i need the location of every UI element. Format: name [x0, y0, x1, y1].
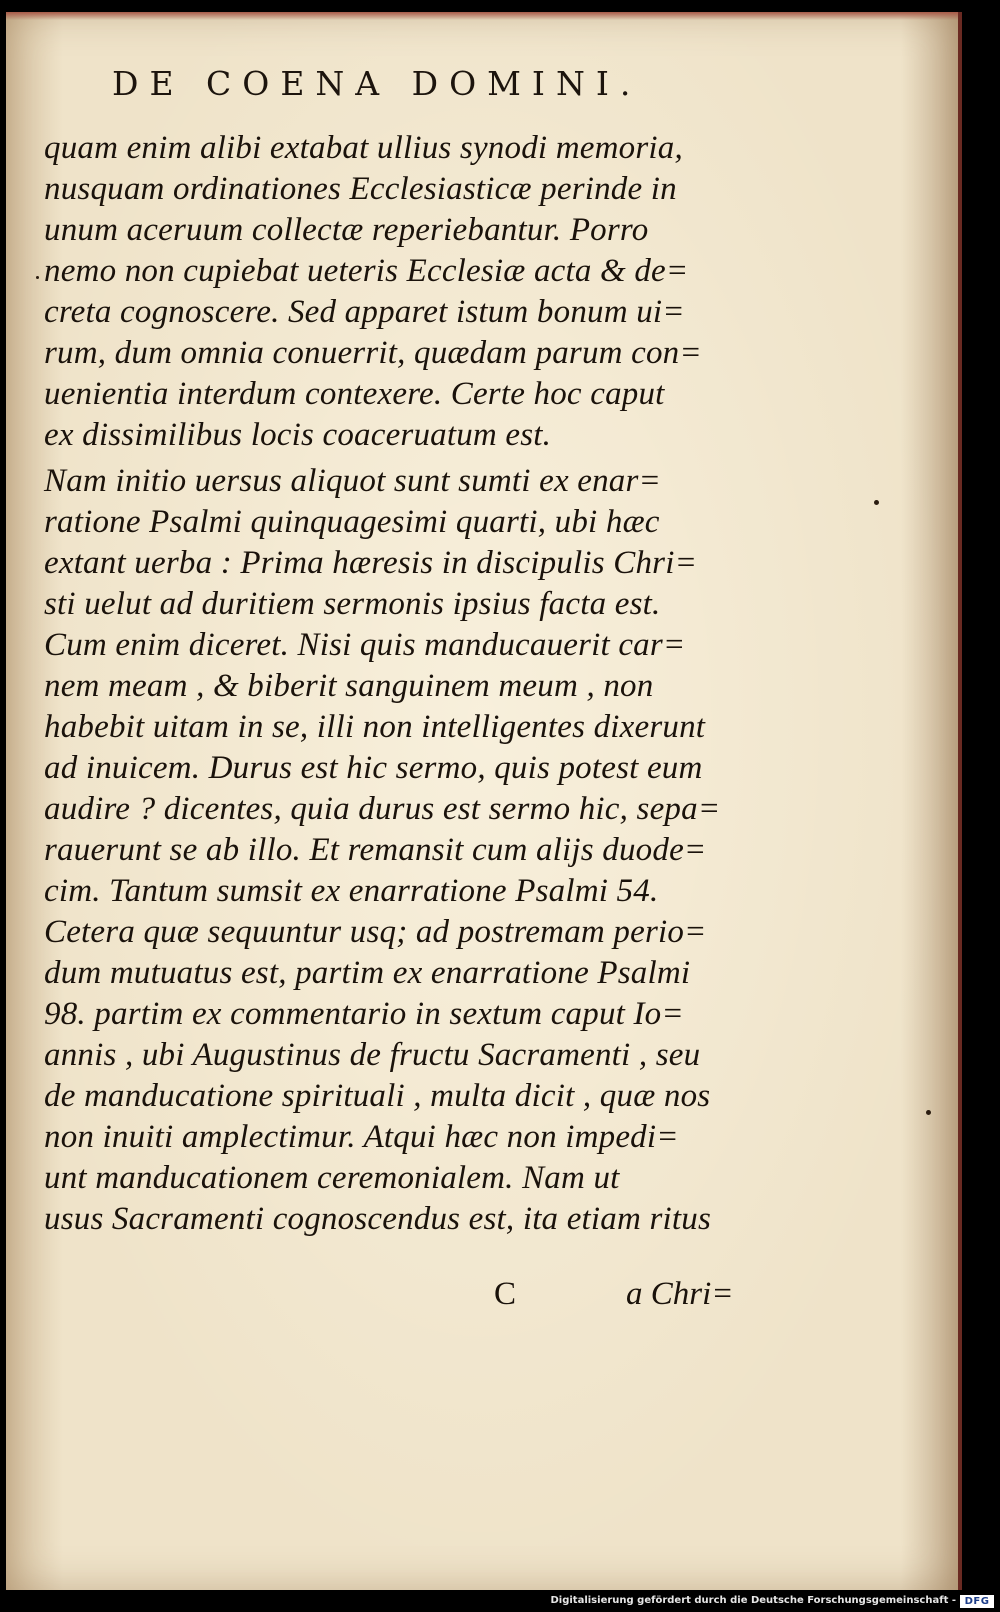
- text-line: extant uerba : Prima hæresis in discipulis Chri=: [44, 545, 698, 581]
- text-line: cim. Tantum sumsit ex enarratione Psalmi 54.: [44, 873, 659, 909]
- text-line: uenientia interdum contexere. Certe hoc caput: [44, 376, 665, 412]
- text-line: ex dissimilibus locis coaceruatum est.: [44, 417, 552, 453]
- text-line: de manducatione spirituali , multa dicit , quæ nos: [44, 1078, 711, 1114]
- text-line: Nam initio uersus aliquot sunt sumti ex enar=: [44, 463, 662, 499]
- text-line: creta cognoscere. Sed apparet istum bonum ui=: [44, 294, 685, 330]
- text-line: nemo non cupiebat ueteris Ecclesiæ acta & de=: [44, 253, 689, 289]
- ink-speck: [926, 1110, 931, 1115]
- text-line: rauerunt se ab illo. Et remansit cum alijs duode=: [44, 832, 707, 868]
- text-line: Cum enim diceret. Nisi quis manducauerit car=: [44, 627, 686, 663]
- text-line: audire ? dicentes, quia durus est sermo hic, sepa=: [44, 791, 721, 827]
- text-line: unum aceruum collectæ reperiebantur. Porro: [44, 212, 649, 248]
- text-line: usus Sacramenti cognoscendus est, ita etiam ritus: [44, 1201, 711, 1237]
- text-line: ratione Psalmi quinquagesimi quarti, ubi hæc: [44, 504, 660, 540]
- text-line: sti uelut ad duritiem sermonis ipsius facta est.: [44, 586, 661, 622]
- text-line: Cetera quæ sequuntur usq; ad postremam perio=: [44, 914, 707, 950]
- text-line: rum, dum omnia conuerrit, quædam parum con=: [44, 335, 702, 371]
- text-line: nusquam ordinationes Ecclesiasticæ perinde in: [44, 171, 677, 207]
- text-line: non inuiti amplectimur. Atqui hæc non impedi=: [44, 1119, 679, 1155]
- book-page: [6, 12, 962, 1590]
- ink-speck: [874, 500, 879, 505]
- ink-speck: [36, 276, 39, 279]
- text-line: annis , ubi Augustinus de fructu Sacramenti , seu: [44, 1037, 701, 1073]
- text-line: ad inuicem. Durus est hic sermo, quis potest eum: [44, 750, 703, 786]
- dfg-logo-icon: DFG: [960, 1595, 994, 1608]
- page-top-edge: [6, 12, 958, 20]
- credit-bar: [0, 1592, 1000, 1612]
- running-header: DE COENA DOMINI.: [112, 64, 642, 103]
- catchword: a Chri=: [626, 1276, 734, 1312]
- text-line: 98. partim ex commentario in sextum caput Io=: [44, 996, 684, 1032]
- text-line: nem meam , & biberit sanguinem meum , non: [44, 668, 654, 704]
- text-line: quam enim alibi extabat ullius synodi memoria,: [44, 130, 683, 166]
- funding-credit: Digitalisierung gefördert durch die Deutsche Forschungsgemeinschaft -: [550, 1595, 956, 1606]
- text-line: unt manducationem ceremonialem. Nam ut: [44, 1160, 620, 1196]
- text-line: habebit uitam in se, illi non intelligentes dixerunt: [44, 709, 706, 745]
- signature-mark: C: [494, 1276, 517, 1312]
- text-line: dum mutuatus est, partim ex enarratione Psalmi: [44, 955, 691, 991]
